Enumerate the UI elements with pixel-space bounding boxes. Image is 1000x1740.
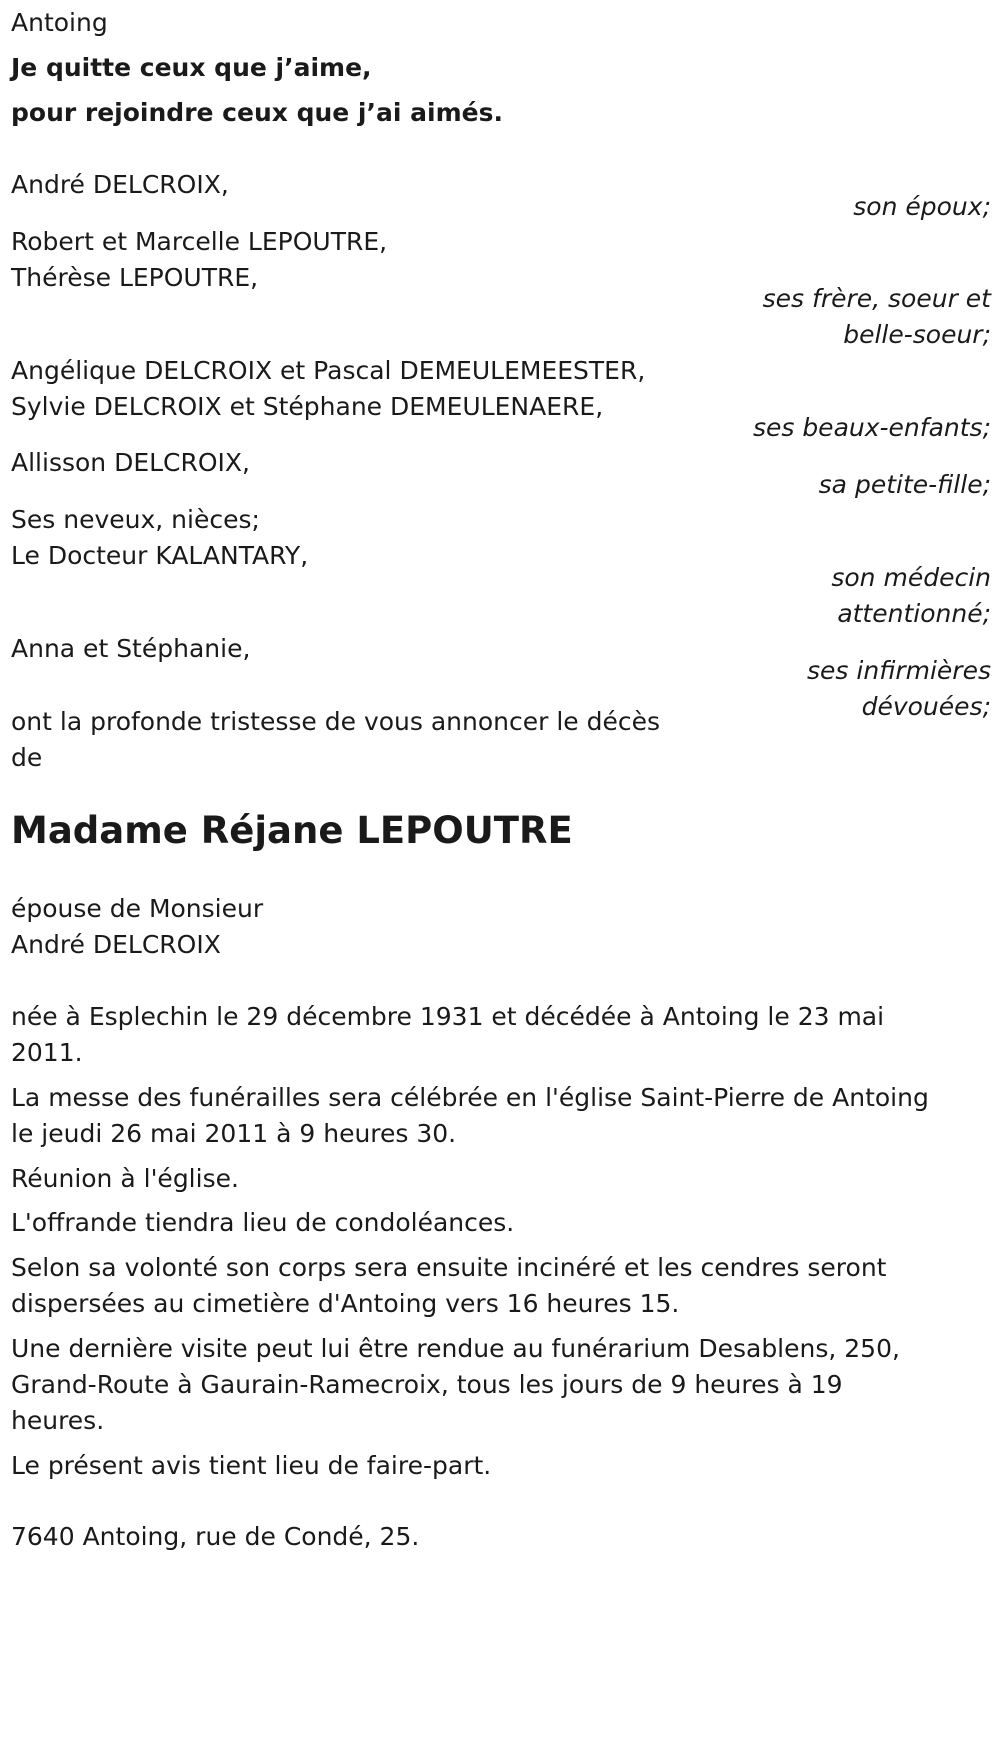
announcement-line: de (11, 743, 43, 772)
family-relation: son époux; (853, 192, 991, 221)
birth-death-line: 2011. (11, 1038, 83, 1067)
family-relation: ses beaux-enfants; (752, 413, 991, 442)
cremation-line: Selon sa volonté son corps sera ensuite incinéré et les cendres seront (11, 1253, 887, 1282)
mass-line: le jeudi 26 mai 2011 à 9 heures 30. (11, 1119, 457, 1148)
family-name: Angélique DELCROIX et Pascal DEMEULEMEESTER, (11, 356, 646, 385)
visit-line: Une dernière visite peut lui être rendue au funérarium Desablens, 250, (11, 1334, 900, 1363)
notice-line: Le présent avis tient lieu de faire-part. (11, 1451, 492, 1480)
verse-line-2: pour rejoindre ceux que j’ai aimés. (11, 98, 503, 127)
visit-line: Grand-Route à Gaurain-Ramecroix, tous les jours de 9 heures à 19 (11, 1370, 843, 1399)
family-relation: dévouées; (861, 692, 991, 721)
meeting-line: Réunion à l'église. (11, 1164, 239, 1193)
family-name: André DELCROIX, (11, 170, 229, 199)
offering-line: L'offrande tiendra lieu de condoléances. (11, 1208, 515, 1237)
deceased-name: Madame Réjane LEPOUTRE (11, 809, 573, 852)
family-name: Allisson DELCROIX, (11, 448, 251, 477)
city-heading: Antoing (11, 8, 108, 37)
verse-line-1: Je quitte ceux que j’aime, (11, 53, 372, 82)
family-relation: ses infirmières (807, 656, 991, 685)
family-name: Anna et Stéphanie, (11, 634, 251, 663)
family-relation: son médecin (831, 563, 991, 592)
visit-line: heures. (11, 1406, 105, 1435)
birth-death-line: née à Esplechin le 29 décembre 1931 et décédée à Antoing le 23 mai (11, 1002, 885, 1031)
address-line: 7640 Antoing, rue de Condé, 25. (11, 1522, 420, 1551)
cremation-line: dispersées au cimetière d'Antoing vers 16 heures 15. (11, 1289, 680, 1318)
spouse-line: André DELCROIX (11, 930, 221, 959)
family-name: Robert et Marcelle LEPOUTRE, (11, 227, 388, 256)
spouse-line: épouse de Monsieur (11, 894, 264, 923)
family-name: Sylvie DELCROIX et Stéphane DEMEULENAERE, (11, 392, 604, 421)
family-relation: belle-soeur; (843, 320, 991, 349)
family-relation: ses frère, soeur et (762, 284, 991, 313)
obituary-notice (11, 0, 991, 1740)
mass-line: La messe des funérailles sera célébrée en l'église Saint-Pierre de Antoing (11, 1083, 929, 1112)
family-name: Le Docteur KALANTARY, (11, 541, 309, 570)
announcement-line: ont la profonde tristesse de vous annoncer le décès (11, 707, 661, 736)
family-name: Ses neveux, nièces; (11, 505, 260, 534)
family-name: Thérèse LEPOUTRE, (11, 263, 259, 292)
family-relation: attentionné; (837, 599, 991, 628)
family-relation: sa petite-fille; (818, 470, 991, 499)
